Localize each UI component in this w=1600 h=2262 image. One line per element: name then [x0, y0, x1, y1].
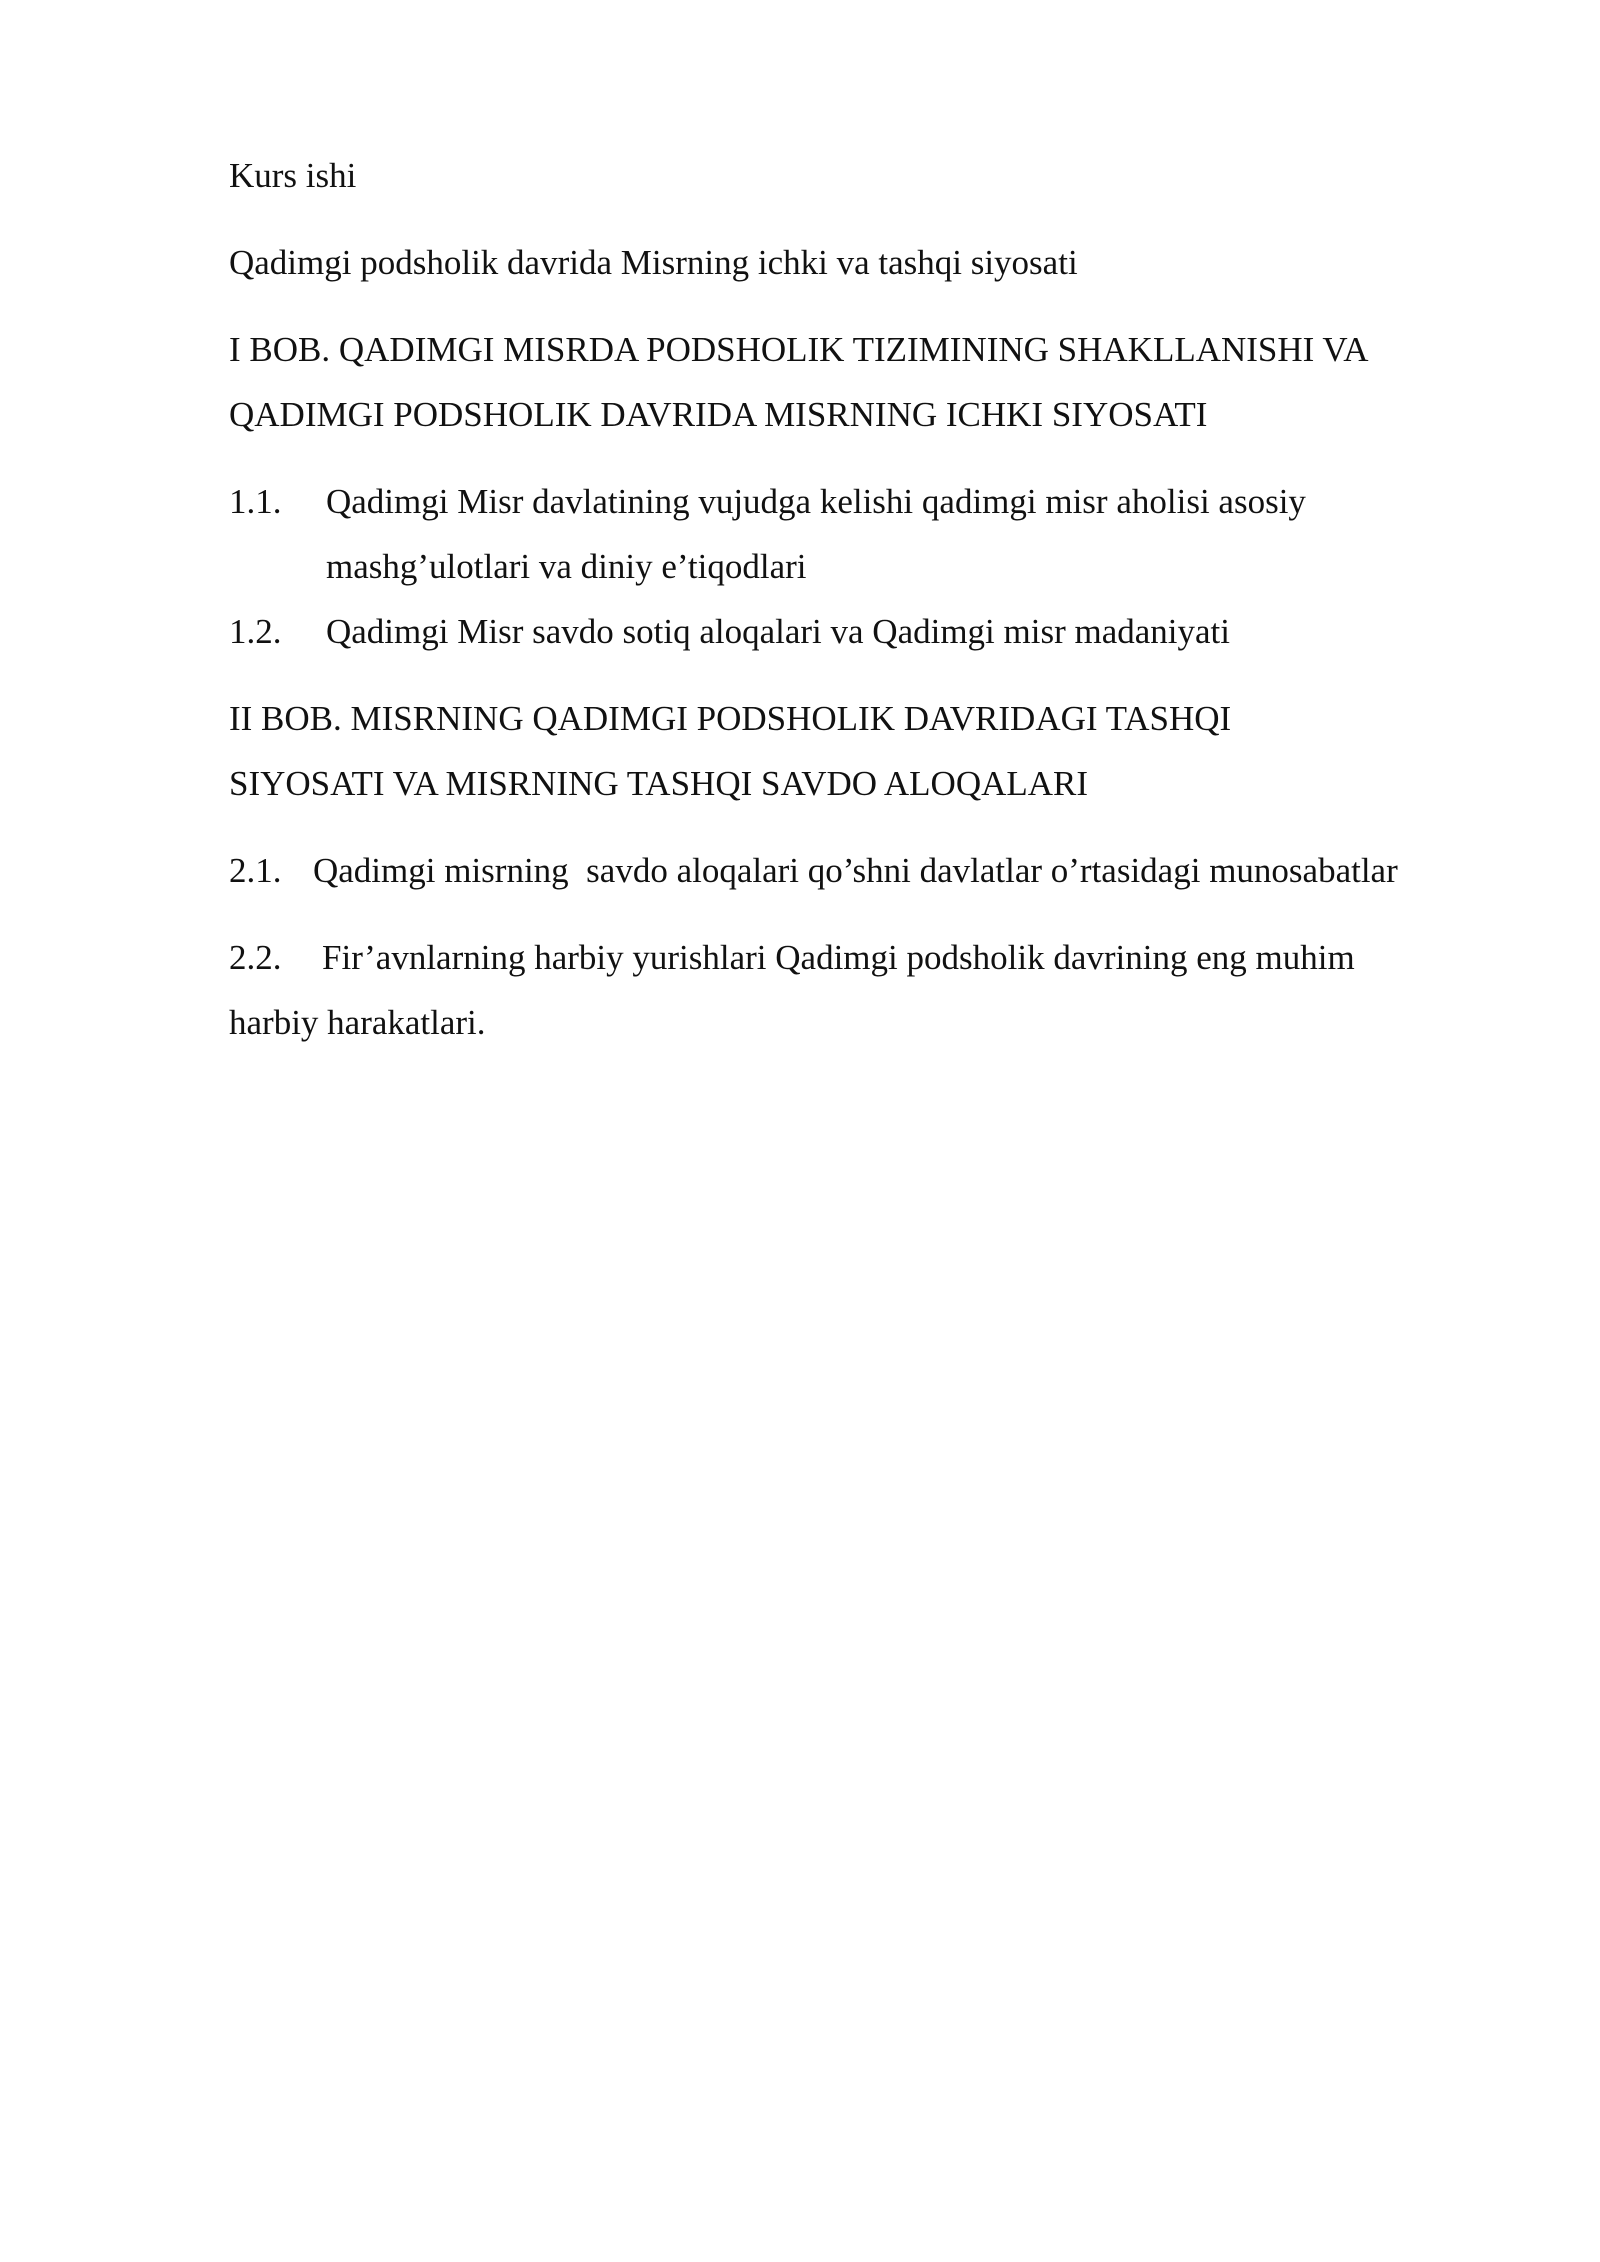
chapter-2-heading-line-2: SIYOSATI VA MISRNING TASHQI SAVDO ALOQALARI	[229, 764, 1089, 803]
section-2-1-title: Qadimgi misrning savdo aloqalari qo’shni davlatlar o’rtasidagi munosabatlar	[313, 851, 1398, 890]
chapter-1-heading-line-1: I BOB. QADIMGI MISRDA PODSHOLIK TIZIMINING SHAKLLANISHI VA	[229, 330, 1369, 369]
chapter-1-heading-line-2: QADIMGI PODSHOLIK DAVRIDA MISRNING ICHKI SIYOSATI	[229, 395, 1208, 434]
section-1-2-number: 1.2.	[229, 612, 282, 651]
section-1-1-title-line-2: mashg’ulotlari va diniy e’tiqodlari	[326, 547, 807, 586]
document-title: Qadimgi podsholik davrida Misrning ichki va tashqi siyosati	[229, 243, 1078, 282]
section-2-2-title-line-2: harbiy harakatlari.	[229, 1003, 486, 1042]
chapter-2-heading-line-1: II BOB. MISRNING QADIMGI PODSHOLIK DAVRIDAGI TASHQI	[229, 699, 1232, 738]
section-1-2-title: Qadimgi Misr savdo sotiq aloqalari va Qadimgi misr madaniyati	[326, 612, 1231, 651]
document-label: Kurs ishi	[229, 156, 357, 195]
section-1-1-number: 1.1.	[229, 482, 282, 521]
section-2-2-number: 2.2.	[229, 938, 282, 977]
section-1-1-title-line-1: Qadimgi Misr davlatining vujudga kelishi qadimgi misr aholisi asosiy	[326, 482, 1306, 521]
section-2-2-title-line-1: Fir’avnlarning harbiy yurishlari Qadimgi podsholik davrining eng muhim	[322, 938, 1355, 977]
section-2-1-number: 2.1.	[229, 851, 282, 890]
